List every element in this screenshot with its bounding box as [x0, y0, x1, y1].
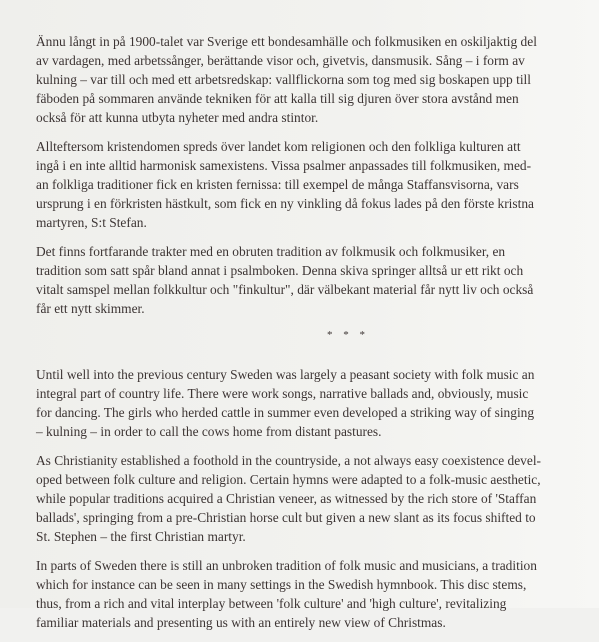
text-line: In parts of Sweden there is still an unbroken tradition of folk music and musicians, a tradition	[36, 558, 537, 573]
swedish-paragraph-2	[36, 137, 596, 232]
text-line: As Christianity established a foothold in the countryside, a not always easy coexistence devel-	[36, 453, 541, 468]
text-line: integral part of country life. There were work songs, narrative ballads and, obviously, music	[36, 386, 529, 401]
text-line: ingå i en inte alltid harmonisk samexistens. Vissa psalmer anpassades till folkmusiken, med-	[36, 158, 532, 173]
text-line: familiar materials and presenting us with an entirely new view of Christmas.	[36, 615, 446, 630]
text-line: Until well into the previous century Sweden was largely a peasant society with folk music an	[36, 367, 535, 382]
text-line: St. Stephen – the first Christian martyr.	[36, 529, 246, 544]
text-line: an folkliga traditioner fick en kristen fernissa: till exempel de många Staffansvisorna, vars	[36, 177, 519, 192]
text-line: också för att kunna utbyta nyheter med andra stintor.	[36, 110, 319, 125]
text-line: ursprung i en förkristen hästkult, som fick en ny vinkling då fokus lades på den förste kristna	[36, 196, 534, 211]
text-line: fäboden på sommaren använde tekniken för att kalla till sig djuren över stora avstånd men	[36, 91, 519, 106]
booklet-text	[36, 32, 596, 642]
text-line: av vardagen, med arbetssånger, berättande visor och, givetvis, dansmusik. Sång – i form av	[36, 53, 525, 68]
text-line: thus, from a rich and vital interplay between 'folk culture' and 'high culture', revitalizing	[36, 596, 507, 611]
english-paragraph-3	[36, 556, 596, 632]
text-line: – kulning – in order to call the cows home from distant pastures.	[36, 424, 382, 439]
text-line: vitalt samspel mellan folkkultur och "finkultur", där välbekant material får nytt liv och också	[36, 282, 534, 297]
text-line: tradition som satt spår bland annat i psalmboken. Denna skiva springer alltså ur ett rikt och	[36, 263, 524, 278]
text-line: Ännu långt in på 1900-talet var Sverige ett bondesamhälle och folkmusiken en oskiljaktig del	[36, 34, 537, 49]
text-line: which for instance can be seen in many settings in the Swedish hymnbook. This disc stems,	[36, 577, 527, 592]
section-separator: * * *	[327, 329, 369, 341]
section-gap	[36, 357, 596, 365]
text-line: ballads', springing from a pre-Christian horse cult but given a new slant as its focus shifted to	[36, 510, 536, 525]
text-line: Det finns fortfarande trakter med en obruten tradition av folkmusik och folkmusiker, en	[36, 244, 506, 259]
text-line: while popular traditions acquired a Christian veneer, as witnessed by the rich store of 'Staffan	[36, 491, 537, 506]
text-line: Allteftersom kristendomen spreds över landet kom religionen och den folkliga kulturen att	[36, 139, 521, 154]
english-paragraph-2	[36, 451, 596, 546]
text-line: får ett nytt skimmer.	[36, 301, 145, 316]
english-paragraph-1	[36, 365, 596, 441]
text-line: oped between folk culture and religion. Certain hymns were adapted to a folk-music aesthetic,	[36, 472, 541, 487]
text-line: for dancing. The girls who herded cattle in summer even developed a striking way of singing	[36, 405, 535, 420]
swedish-paragraph-1	[36, 32, 596, 127]
text-line: kulning – var till och med ett arbetsredskap: vallflickorna som tog med sig boskapen upp till	[36, 72, 531, 87]
swedish-paragraph-3	[36, 242, 596, 318]
text-line: martyren, S:t Stefan.	[36, 215, 147, 230]
